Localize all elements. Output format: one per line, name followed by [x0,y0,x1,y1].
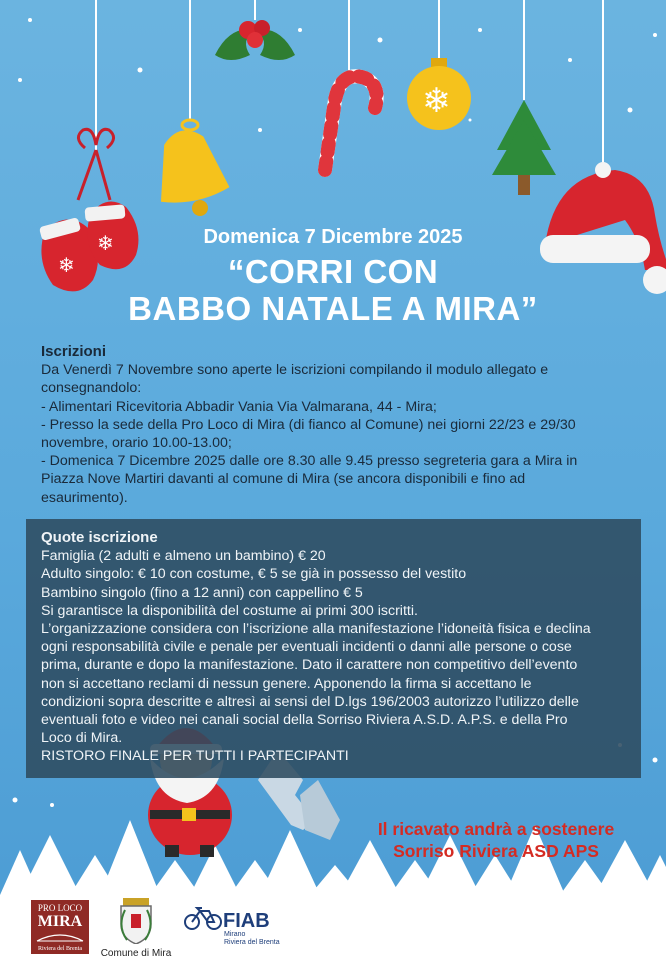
ricavato-line2: Sorriso Riviera ASD APS [393,841,599,861]
bell-icon [147,120,230,216]
bicycle-icon [183,905,223,931]
iscrizioni-line: - Presso la sede della Pro Loco di Mira (di fianco al Comune) nei giorni 22/23 e 29/30 [41,416,576,433]
quote-line: Bambino singolo (fino a 12 anni) con cappellino € 5 [41,584,363,601]
christmas-tree-icon [492,100,556,195]
event-title-line1: “CORRI CON [227,253,439,290]
quote-line: prima, durante e dopo la manifestazione. Dato il carattere non competitivo dell’evento [41,657,578,674]
quote-line: L’organizzazione considera con l’iscrizione alla manifestazione l’idoneità fisica e declina [41,621,591,638]
quote-line: non si accettano reclami di nessun genere. Apponendo la firma si accettano le [41,675,532,692]
event-date: Domenica 7 Dicembre 2025 [203,226,463,248]
quote-section [41,529,637,766]
ornament-icon [407,58,471,130]
iscrizioni-line: Piazza Nove Martiri davanti al comune di Mira (se ancora disponibili e fino ad [41,471,526,488]
ricavato-line1: Il ricavato andrà a sostenere [377,819,615,839]
fiab-subtitle [224,931,280,947]
iscrizioni-section [41,343,631,507]
quote-line-ristoro: RISTORO FINALE PER TUTTI I PARTECIPANTI [41,748,349,765]
svg-text:❄: ❄ [97,231,114,255]
pro-loco-name: MIRA [37,913,83,930]
iscrizioni-line: - Alimentari Ricevitoria Abbadir Vania Via Valmarana, 44 - Mira; [41,398,437,415]
fiab-logo: FIAB [223,910,270,932]
comune-label: Comune di Mira [100,948,172,959]
quote-line: Famiglia (2 adulti e almeno un bambino) € 20 [41,548,326,565]
svg-text:❄: ❄ [422,81,451,121]
iscrizioni-heading: Iscrizioni [41,343,107,360]
holly-icon [215,20,295,60]
bridge-icon [35,931,85,943]
iscrizioni-line: Da Venerdì 7 Novembre sono aperte le iscrizioni compilando il modulo allegato e [41,362,549,379]
iscrizioni-line: esaurimento). [41,489,128,506]
iscrizioni-line: consegnandolo: [41,380,142,397]
comune-crest-icon [117,898,155,944]
quote-line: condizioni sopra descritte e altresì ai sensi del D.lgs 196/2003 autorizzo l’utilizzo delle [41,693,579,710]
fiab-sub-line2: Riviera del Brenta [224,939,280,946]
ricavato-note [346,818,646,862]
candy-cane-icon [325,76,377,170]
quote-line: ogni responsabilità civile e penale per eventuali incidenti o danni alle persone o cose [41,639,572,656]
iscrizioni-line: novembre, orario 10.00-13.00; [41,435,232,452]
event-title-line2: BABBO NATALE A MIRA” [128,290,538,327]
pro-loco-top: PRO LOCO [37,903,83,913]
svg-text:❄: ❄ [58,253,75,277]
quote-line: eventuali foto e video nei canali social della Sorriso Riviera A.S.D. A.P.S. e della Pro [41,712,568,729]
quote-line: Adulto singolo: € 10 con costume, € 5 se già in possesso del vestito [41,566,467,583]
iscrizioni-line: - Domenica 7 Dicembre 2025 dalle ore 8.30 alle 9.45 presso segreteria gara a Mira in [41,453,578,470]
quote-line: Loco di Mira. [41,730,123,747]
quote-heading: Quote iscrizione [41,529,158,546]
pro-loco-logo [31,900,89,954]
fiab-sub-line1: Mirano [224,931,246,938]
quote-line: Si garantisce la disponibilità del costume ai primi 300 iscritti. [41,602,418,619]
pro-loco-sub: Riviera del Brenta [38,946,82,952]
